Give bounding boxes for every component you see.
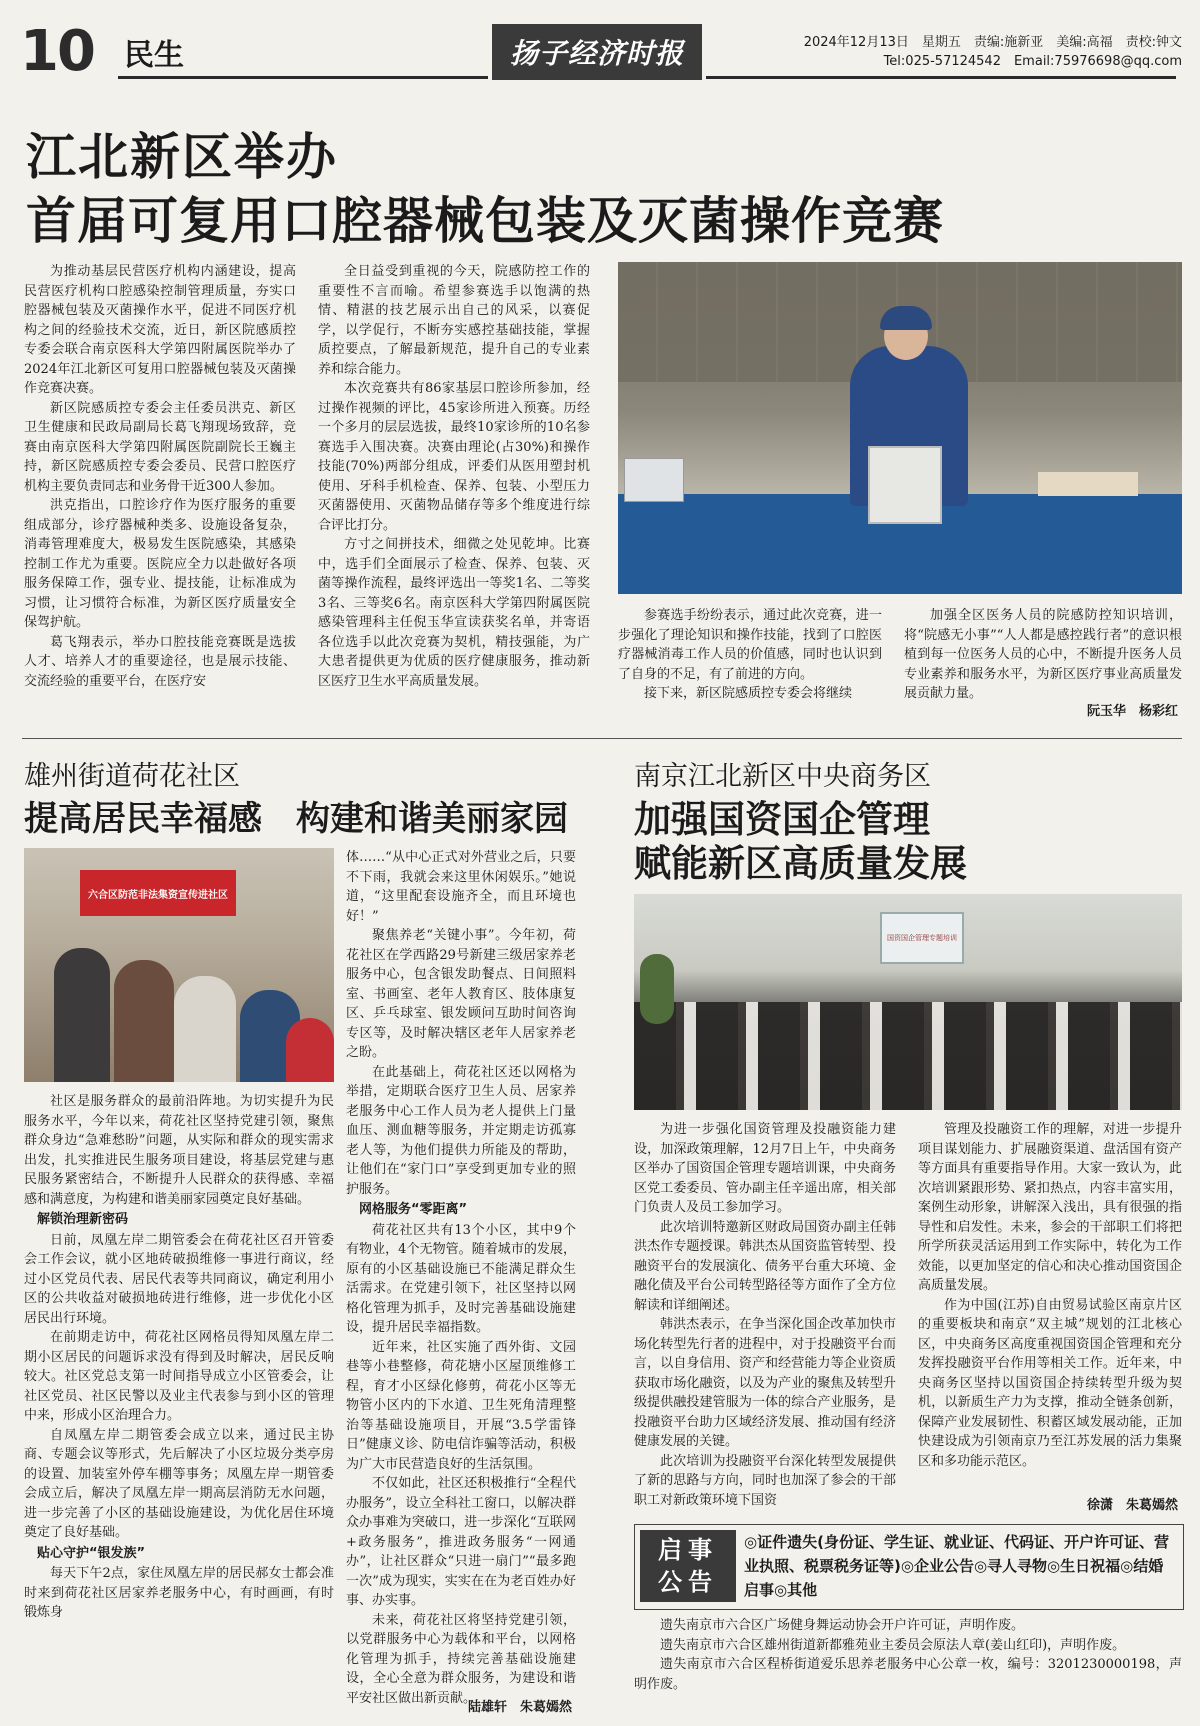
lead-photo-contestant [618,262,1182,594]
photo-crowd-5 [286,1018,334,1082]
photo-banner-text: 六合区防范非法集资宣传进社区 [88,889,228,901]
paragraph: 洪克指出，口腔诊疗作为医疗服务的重要组成部分，诊疗器械种类多、设施设备复杂，消毒管理难度大，极易发生医院感染，其感染控制工作尤为重要。医院应全力以赴做好各项服务保障工作，强专业、提技能，让标准成为习惯，让习惯符合标准，为新区医疗质量安全保驾护航。 [24,498,296,630]
paragraph: 全日益受到重视的今天，院感防控工作的重要性不言而喻。希望参赛选手以饱满的热情、精湛的技艺展示出自己的风采，以赛促学，以学促行，不断夯实感控基础技能，掌握质控要点，了解最新规范，提升自己的专业素养和综合能力。 [318,264,590,377]
page-number: 10 [20,19,94,84]
masthead-rule-right [706,76,1176,79]
paragraph: 遗失南京市六合区雄州街道新都雅苑业主委员会原法人章(姜山红印)，声明作废。 [660,1637,1126,1653]
paragraph: 方寸之间拼技术，细微之处见乾坤。比赛中，选手们全面展示了检查、保养、包装、灭菌等操作流程，最终评选出一等奖1名、二等奖3名、三等奖6名。南京医科大学第四附属医院感染管理科主任倪玉华宣读获奖名单，并寄语各位选手以此次竞赛为契机，精技强能，为广大患者提供更为优质的医疗健康服务，推动新区医疗卫生水平高质量发展。 [318,537,590,689]
photo-sealer-machine [868,446,942,524]
story3-photo-training [634,894,1182,1110]
paragraph: 接下来，新区院感质控专委会将继续 [644,686,853,701]
photo-banner [80,870,236,916]
paragraph: 每天下午2点，家住凤凰左岸的居民郝女士都会准时来到荷花社区居家养老服务中心，有时画画，有时锻炼身 [24,1566,334,1620]
paragraph: 遗失南京市六合区广场健身舞运动协会开户许可证，声明作废。 [660,1618,1025,1633]
paragraph: 作为中国(江苏)自由贸易试验区南京片区的重要板块和南京“双主城”规划的江北核心区，中央商务区高度重视国资国企管理和充分发挥投融资平台作用等相关工作。近年来，中央商务区坚持以国资国企持续转型升级为契机，以新质生产力为支撑，推动全链条创新，保障产业发展韧性、积蓄区域发展动能，正加快建设成为引领南京乃至江苏发展的活力集聚区和多功能示范区。 [918,1297,1182,1469]
paragraph: 管理及投融资工作的理解，对进一步提升项目谋划能力、扩展融资渠道、盘活国有资产等方面具有重要指导作用。大家一致认为，此次培训紧跟形势、紧扣热点，内容丰富实用，案例生动形象，讲解深入浅出，具有很强的指导性和启发性。未来，参会的干部职工们将把所学所获灵活运用到工作实际中，转化为工作效能，以更加坚定的信心和决心推动国资国企高质量发展。 [918,1122,1182,1293]
paragraph: 为推动基层民营医疗机构内涵建设，提高民营医疗机构口腔感染控制管理质量，夯实口腔器械包装及灭菌操作水平，促进不同医疗机构之间的经验技术交流，近日，新区院感质控专委会联合南京医科大学第四附属医院举办了2024年江北新区可复用口腔器械包装及灭菌操作竞赛决赛。 [24,264,296,396]
paragraph: 加强全区医务人员的院感防控知识培训，将“院感无小事”“人人都是感控践行者”的意识根植到每一位医务人员的心中，不断提升医务人员专业素养和服务水平，为新区医疗事业高质量发展贡献力量。 [904,608,1182,701]
section-name: 民生 [124,38,184,73]
story3-kicker: 南京江北新区中央商务区 [634,761,931,792]
story2-photo-community [24,848,334,1082]
paragraph: 社区是服务群众的最前沿阵地。为切实提升为民服务水平，今年以来，荷花社区坚持党建引领，聚焦群众身边“急难愁盼”问题，从实际和群众的现实需求出发，扎实推进民生服务项目建设，将基层党建与惠民服务紧密结合，不断提升人民群众的获得感、幸福感和满意度，为构建和谐美丽家园奠定良好基础。 [24,1094,334,1207]
lead-headline-line1: 江北新区举办 [26,128,338,186]
photo-supplies-right [1038,472,1138,496]
subheading: 贴心守护“银发族” [37,1545,146,1561]
story3-column-2 [918,1120,1182,1490]
story2-column-2 [346,848,576,1706]
story3-column-1 [634,1120,896,1516]
photo-audience [634,1002,1182,1110]
issue-line: 2024年12月13日 星期五 责编:施新亚 美编:高福 责校:钟文 [803,35,1182,50]
paragraph: 新区院感质控专委会主任委员洪克、新区卫生健康和民政局副局长葛飞翔现场致辞，竞赛由南京医科大学第四附属医院副院长王巍主持，新区院感质控专委会委员、民营口腔医疗机构主要负责同志和业务骨干近300人参加。 [24,400,296,494]
paragraph: 在此基础上，荷花社区还以网格为举措，定期联合医疗卫生人员、居家养老服务中心工作人员为老人提供上门量血压、测血糖等服务，并定期走访孤寡老人等，为他们提供力所能及的帮助，让他们在“家门口”享受到更加专业的照护服务。 [346,1064,576,1197]
story2-headline: 提高居民幸福感 构建和谐美丽家园 [24,799,568,839]
photo-crowd-2 [114,960,174,1082]
paragraph: 聚焦养老“关键小事”。今年初，荷花社区在学西路29号新建三级居家养老服务中心，包含银发助餐点、日间照料室、书画室、老年人教育区、肢体康复区、乒乓球室、银发顾问互助时间咨询专区等，及时解决辖区老年人居家养老之盼。 [346,928,576,1060]
story3-headline-line1: 加强国资国企管理 [634,798,930,841]
paragraph: 在前期走访中，荷花社区网格员得知凤凰左岸二期小区居民的问题诉求没有得到及时解决，居民反响较大。社区党总支第一时间指导成立小区管委会，让社区党员、社区民警以及业主代表参与到小区的管理中来，形成小区治理合力。 [24,1330,334,1423]
lead-column-1 [24,262,296,718]
lead-column-2 [318,262,590,718]
photo-screen-text: 国资国企管理专题培训 [887,934,957,942]
classifieds-categories: ◎证件遗失(身份证、学生证、就业证、代码证、开户许可证、营业执照、税票税务证等)◎企业公告◎寻人寻物◎生日祝福◎结婚启事◎其他 [744,1533,1169,1599]
paragraph: 葛飞翔表示，举办口腔技能竞赛既是选拔人才、培养人才的重要途径，也是展示技能、交流经验的重要平台，在医疗安 [24,634,296,689]
story2-byline: 陆雄轩 朱葛嫣然 [467,1700,572,1715]
paragraph: 本次竞赛共有86家基层口腔诊所参加，经过操作视频的评比，45家诊所进入预赛。历经一个多月的层层选拔，最终10家诊所的10名参赛选手入围决赛。决赛由理论(占30%)和操作技能(70%)两部分组成，评委们从医用塑封机使用、牙科手机检查、保养、包装、小型压力灭菌器使用、灭菌物品储存等多个维度进行综合评比打分。 [318,381,590,533]
paper-name-logo [492,24,702,80]
paragraph: 此次培训为投融资平台深化转型发展提供了新的思路与方向，同时也加深了参会的干部职工对新政策环境下国资 [634,1453,896,1508]
subheading: 网格服务“零距离” [359,1202,468,1217]
classifieds-notices [634,1616,1182,1720]
subheading: 解锁治理新密码 [37,1212,129,1227]
lead-column-3 [618,606,882,718]
paragraph: 未来，荷花社区将坚持党建引领，以党群服务中心为载体和平台，以网格化管理为抓手，持续完善基础设施建设，全心全意为群众服务，为建设和谐平安社区做出新贡献。 [346,1612,576,1706]
paragraph: 体……“从中心正式对外营业之后，只要不下雨，我就会来这里休闲娱乐。”她说道，“这里配套设施齐全，而且环境也好！” [346,850,576,924]
paragraph: 参赛选手纷纷表示，通过此次竞赛，进一步强化了理论知识和操作技能，找到了口腔医疗器械消毒工作人员的价值感，同时也认识到了自身的不足，有了前进的方向。 [618,608,882,682]
paragraph: 荷花社区共有13个小区，其中9个有物业，4个无物管。随着城市的发展，原有的小区基础设施已不能满足群众生活需求。在党建引领下，社区坚持以网格化管理为抓手，及时完善基础设施建设，提升居民幸福指数。 [346,1222,576,1335]
classifieds-label-line1: 启事 [658,1536,718,1564]
photo-crowd-3 [174,976,236,1082]
story3-byline: 徐潇 朱葛嫣然 [1086,1498,1178,1513]
classifieds-label-box [640,1530,736,1602]
paper-name: 扬子经济时报 [509,37,684,70]
classifieds-label-line2: 公告 [658,1568,718,1596]
paragraph: 不仅如此，社区还积极推行“全程代办服务”，设立全科社工窗口，以解决群众办事难为突破口，进一步深化“互联网+政务服务”，推进政务服务“一网通办”，让社区群众“只进一扇门”“最多跑一次”成为现实，实实在在为老百姓办好事、办实事。 [346,1476,576,1608]
paragraph: 自凤凰左岸二期管委会成立以来，通过民主协商、专题会议等形式，先后解决了小区垃圾分类亭房的设置、加装室外停车棚等事务；凤凰左岸一期管委会成立后，解决了凤凰左岸一期高层消防无水问题，进一步完善了小区的基础设施建设，为优化居住环境奠定了良好基础。 [24,1427,334,1540]
photo-equipment-left [624,458,684,502]
story2-column-1 [24,1092,334,1692]
paragraph: 此次培训特邀新区财政局国资办副主任韩洪杰作专题授课。韩洪杰从国资监管转型、投融资平台的发展演化、债务平台重大环境、金融化债及平台公司转型路径等方面作了全方位解读和详细阐述。 [634,1219,896,1313]
lead-column-4 [904,606,1182,701]
contact-line: Tel:025-57124542 Email:75976698@qq.com [883,54,1182,69]
paragraph: 日前，凤凰左岸二期管委会在荷花社区召开管委会工作会议，就小区地砖破损维修一事进行商议，经过小区党员代表、居民代表等共同商议，确定利用小区的公共收益对破损地砖进行维修，进一步优化小区居民出行环境。 [24,1232,334,1326]
section-divider [22,738,1182,739]
photo-screen [880,912,964,964]
paragraph: 遗失南京市六合区程桥街道爱乐思养老服务中心公章一枚，编号：3201230000198，声明作废。 [634,1657,1182,1692]
lead-byline: 阮玉华 杨彩红 [1086,704,1178,719]
paragraph: 为进一步强化国资管理及投融资能力建设，加深政策理解，12月7日上午，中央商务区举办了国资国企管理专题培训课，中央商务区党工委委员、管办副主任辛遥出席，相关部门负责人及员工参加学习。 [634,1122,896,1215]
masthead-rule [118,76,488,79]
photo-person-cap [880,306,932,330]
paragraph: 韩洪杰表示，在争当深化国企改革加快市场化转型先行者的进程中，对于投融资平台而言，以自身信用、资产和经营能力等企业资质获取市场化融资，以及为产业的聚焦及转型升级提供融投建管服为一体的综合产业服务，是投融资平台助力区域经济发展、推动国有经济健康发展的关键。 [634,1317,896,1449]
paragraph: 近年来，社区实施了西外街、文园巷等小巷整修，荷花塘小区屋顶维修工程，育才小区绿化修剪，荷花小区等无物管小区内的下水道、卫生死角清理整治等基础设施项目，开展“3.5学雷锋日”健康义诊、防电信诈骗等活动，积极为广大市民营造良好的生活氛围。 [346,1339,576,1472]
lead-headline-line2: 首届可复用口腔器械包装及灭菌操作竞赛 [26,192,944,250]
story3-headline-line2: 赋能新区高质量发展 [634,842,967,885]
story2-kicker: 雄州街道荷花社区 [24,761,240,792]
photo-plant [640,954,674,1024]
photo-crowd-1 [54,948,110,1082]
